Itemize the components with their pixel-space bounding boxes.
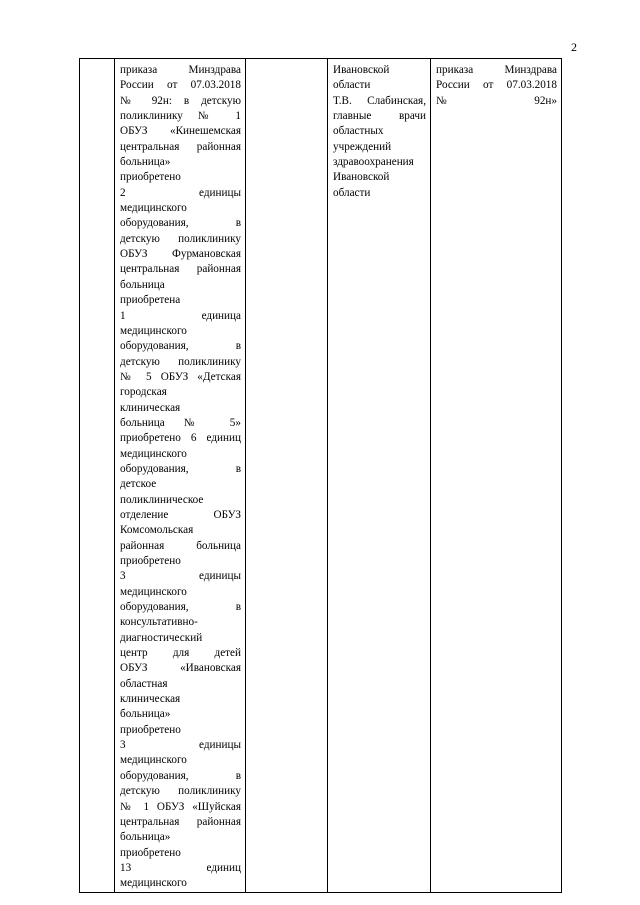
text-line: медицинского <box>120 754 187 767</box>
text-line: медицинского <box>120 447 187 460</box>
text-line: центральная районная <box>120 263 241 276</box>
text-line: ОБУЗ «Ивановская <box>120 662 241 675</box>
text-line: № 92н» <box>436 94 557 107</box>
text-line: медицинского <box>120 585 187 598</box>
text-line: центральная районная <box>120 815 241 828</box>
text-line: Ивановской <box>333 171 390 184</box>
text-line: детскую поликлинику <box>120 355 241 368</box>
text-line: приобретена <box>120 294 181 307</box>
page-number: 2 <box>571 40 577 54</box>
text-line: детскую поликлинику <box>120 785 241 798</box>
text-line: № 92н: в детскую <box>120 94 241 107</box>
text-line: центр для детей <box>120 647 241 660</box>
text-line: здравоохранения <box>333 156 414 169</box>
text-line: диагностический <box>120 631 203 644</box>
text-line: приобретено <box>120 555 181 567</box>
text-line: учреждений <box>333 140 392 153</box>
text-line: ОБУЗ «Кинешемская <box>120 125 241 138</box>
text-line: оборудования, в <box>120 769 241 782</box>
text-line: медицинского <box>120 324 187 337</box>
document-table <box>79 58 562 893</box>
cell-number <box>80 59 115 893</box>
text-line: ОБУЗ Фурмановская <box>120 248 241 261</box>
text-line: районная больница <box>120 539 241 552</box>
text-line: 1 единица <box>120 309 241 322</box>
text-line: Ивановской <box>333 64 390 76</box>
text-line: России от 07.03.2018 <box>120 79 241 92</box>
text-line: приобретено <box>120 723 181 736</box>
text-line: 13 единиц <box>120 861 241 874</box>
text-line: городская <box>120 386 167 399</box>
text-line: № 5 ОБУЗ «Детская <box>120 370 241 383</box>
text-line: больница № 5» <box>120 416 241 429</box>
text-line: № 1 ОБУЗ «Шуйская <box>120 800 241 813</box>
table-row <box>80 59 562 893</box>
text-line: поликлиническое <box>120 493 204 506</box>
text-line: больница <box>120 278 165 291</box>
text-line: медицинского <box>120 202 187 215</box>
text-line: приобретено <box>120 171 181 184</box>
text-line: области <box>333 186 371 199</box>
text-line: центральная районная <box>120 140 241 153</box>
text-line: Т.В. Слабинская, <box>333 94 426 107</box>
text-line: приобретено <box>120 846 181 859</box>
text-line: оборудования, в <box>120 462 241 475</box>
cell-results <box>115 59 246 893</box>
text-line: детскую поликлинику <box>120 232 241 245</box>
cell-empty <box>246 59 328 893</box>
text-line: больница» <box>120 708 171 721</box>
text-line: областных <box>333 125 384 138</box>
text-line: консультативно- <box>120 616 198 629</box>
text-line: приказа Минздрава <box>120 64 241 76</box>
cell-responsible <box>328 59 431 893</box>
text-line: 3 единицы <box>120 570 241 583</box>
text-line: больница» <box>120 831 171 844</box>
text-line: поликлинику № 1 <box>120 110 241 123</box>
text-line: клиническая <box>120 401 181 414</box>
text-line: 3 единицы <box>120 739 241 752</box>
text-line: области <box>333 79 371 92</box>
text-line: Комсомольская <box>120 524 194 537</box>
text-line: 2 единицы <box>120 186 241 199</box>
text-line: главные врачи <box>333 110 426 123</box>
text-line: больница» <box>120 156 171 169</box>
text-line: отделение ОБУЗ <box>120 508 241 521</box>
text-line: приобретено 6 единиц <box>120 432 241 445</box>
text-line: областная <box>120 677 168 690</box>
text-line: оборудования, в <box>120 601 241 614</box>
text-line: медицинского <box>120 877 187 890</box>
text-line: оборудования, в <box>120 340 241 353</box>
text-line: России от 07.03.2018 <box>436 79 557 92</box>
cell-basis <box>431 59 562 893</box>
text-line: клиническая <box>120 693 181 706</box>
text-line: приказа Минздрава <box>436 64 557 76</box>
text-line: детское <box>120 478 157 491</box>
text-line: оборудования, в <box>120 217 241 230</box>
